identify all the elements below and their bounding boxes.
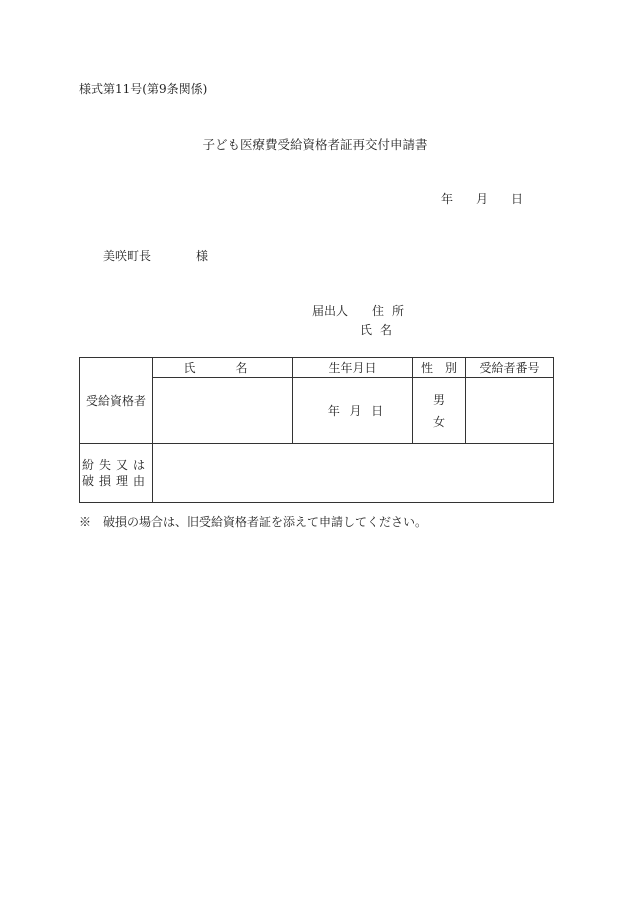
birth-month-label: 月 — [349, 404, 362, 418]
footnote: ※ 破損の場合は、旧受給資格者証を添えて申請してください。 — [79, 515, 428, 529]
recipient-row-label: 受給資格者 — [80, 358, 153, 444]
date-month-label: 月 — [476, 192, 489, 206]
notifier-name-label: 氏名 — [360, 323, 401, 337]
name-column-header: 氏 名 — [153, 358, 293, 378]
recipient-table — [79, 357, 554, 503]
addressee-honorific: 様 — [196, 249, 209, 263]
addressee-name: 美咲町長 — [103, 249, 152, 263]
sex-input-cell[interactable] — [413, 378, 466, 444]
birth-date-column-header: 生年月日 — [293, 358, 413, 378]
reason-row-label: 紛失又は 破損理由 — [80, 444, 153, 503]
form-number: 様式第11号(第9条関係) — [79, 82, 208, 96]
reason-input-cell[interactable] — [153, 444, 554, 503]
recipient-id-column-header: 受給者番号 — [466, 358, 554, 378]
notifier-label: 届出人 — [312, 304, 349, 318]
birth-date-input-cell[interactable] — [293, 378, 413, 444]
birth-year-label: 年 — [327, 404, 340, 418]
document-title: 子ども医療費受給資格者証再交付申請書 — [202, 137, 428, 152]
recipient-id-input-cell[interactable] — [466, 378, 554, 444]
name-input-cell[interactable] — [153, 378, 293, 444]
sex-male-option[interactable]: 男 — [432, 392, 445, 407]
sex-column-header: 性 別 — [413, 358, 466, 378]
date-year-label: 年 — [441, 192, 454, 206]
notifier-address-label: 住所 — [372, 304, 413, 318]
sex-female-option[interactable]: 女 — [432, 414, 445, 429]
date-day-label: 日 — [511, 192, 524, 206]
birth-day-label: 日 — [371, 404, 384, 418]
